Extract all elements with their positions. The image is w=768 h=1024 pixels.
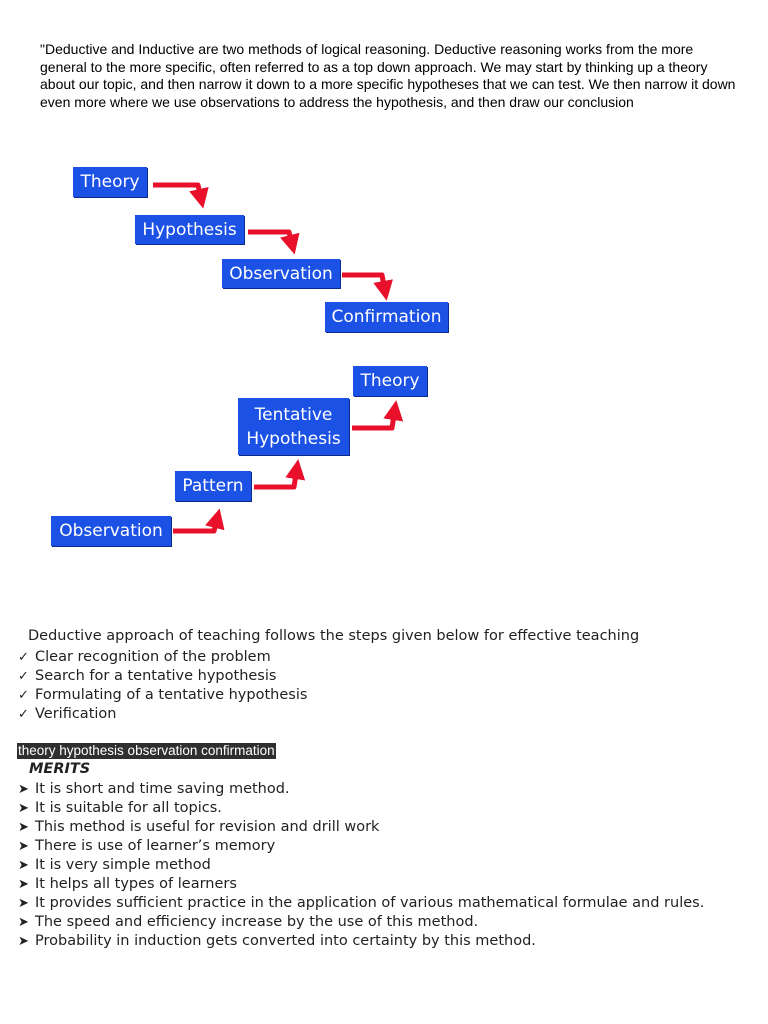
arrow-observation-to-confirmation xyxy=(342,275,384,286)
list-item-text: It is suitable for all topics. xyxy=(35,800,222,816)
highlighted-text[interactable]: theory hypothesis observation confirmation xyxy=(18,743,275,758)
list-item xyxy=(18,818,724,837)
arrowhead-bullet-icon: ➤ xyxy=(18,877,29,892)
box-theory-inductive: Theory xyxy=(353,366,427,396)
list-item xyxy=(18,875,724,894)
list-item xyxy=(18,705,307,724)
box-theory: Theory xyxy=(73,167,147,197)
checkmark-icon: ✓ xyxy=(18,688,29,703)
arrowhead-bullet-icon: ➤ xyxy=(18,801,29,816)
intro-paragraph: "Deductive and Inductive are two methods of logical reasoning. Deductive reasoning works from the more general to the more specific, often referred to as a top down approach. We may start by thinking up a theory about our topic, and then narrow it down to a more specific hypotheses that we can test. We then narrow it down even more where we use observations to address the hypothesis, and then draw our conclusion xyxy=(40,41,736,110)
box-observation: Observation xyxy=(222,259,340,288)
arrowhead-bullet-icon: ➤ xyxy=(18,820,29,835)
list-item xyxy=(18,780,724,799)
box-tentative-line1: Tentative xyxy=(254,404,333,425)
list-item-text: Formulating of a tentative hypothesis xyxy=(35,687,308,703)
box-hypothesis: Hypothesis xyxy=(135,215,244,244)
arrowhead-bullet-icon: ➤ xyxy=(18,839,29,854)
list-item-text: This method is useful for revision and drill work xyxy=(35,819,380,835)
list-item-text: The speed and efficiency increase by the use of this method. xyxy=(35,914,479,930)
list-item xyxy=(18,686,307,705)
list-item xyxy=(18,837,724,856)
arrow-hypothesis-to-observation xyxy=(248,232,291,240)
arrowhead-bullet-icon: ➤ xyxy=(18,858,29,873)
list-item-text: There is use of learner’s memory xyxy=(35,838,276,854)
box-tentative-line2: Hypothesis xyxy=(246,428,341,449)
checkmark-icon: ✓ xyxy=(18,669,29,684)
steps-lead: Deductive approach of teaching follows the steps given below for effective teaching xyxy=(28,628,640,644)
merits-list xyxy=(18,780,724,951)
list-item-text: Probability in induction gets converted into certainty by this method. xyxy=(35,933,536,949)
arrowhead-bullet-icon: ➤ xyxy=(18,934,29,949)
arrow-pattern-to-tentative xyxy=(254,474,296,487)
box-confirmation: Confirmation xyxy=(325,302,448,332)
arrowhead-bullet-icon: ➤ xyxy=(18,782,29,797)
checkmark-icon: ✓ xyxy=(18,707,29,722)
list-item-text: It provides sufficient practice in the application of various mathematical formulae and rules. xyxy=(35,895,705,911)
merits-title: MERITS xyxy=(29,761,91,777)
box-tentative-hypothesis xyxy=(238,398,349,455)
list-item-text: It is very simple method xyxy=(35,857,211,873)
list-item-text: Search for a tentative hypothesis xyxy=(35,668,277,684)
list-item-text: It helps all types of learners xyxy=(35,876,237,892)
list-item-text: Clear recognition of the problem xyxy=(35,649,271,665)
list-item-text: It is short and time saving method. xyxy=(35,781,290,797)
arrowhead-bullet-icon: ➤ xyxy=(18,915,29,930)
arrow-tentative-to-theory xyxy=(352,415,394,428)
list-item xyxy=(18,856,724,875)
steps-list xyxy=(18,648,307,724)
box-observation-inductive: Observation xyxy=(51,516,171,546)
checkmark-icon: ✓ xyxy=(18,650,29,665)
list-item xyxy=(18,799,724,818)
list-item xyxy=(18,667,307,686)
arrow-observation-to-pattern xyxy=(173,523,216,531)
list-item xyxy=(18,648,307,667)
list-item xyxy=(18,932,724,951)
arrow-theory-to-hypothesis xyxy=(153,185,200,194)
list-item xyxy=(18,913,724,932)
arrowhead-bullet-icon: ➤ xyxy=(18,896,29,911)
box-pattern: Pattern xyxy=(175,471,251,501)
list-item-text: Verification xyxy=(35,706,117,722)
list-item xyxy=(18,894,724,913)
